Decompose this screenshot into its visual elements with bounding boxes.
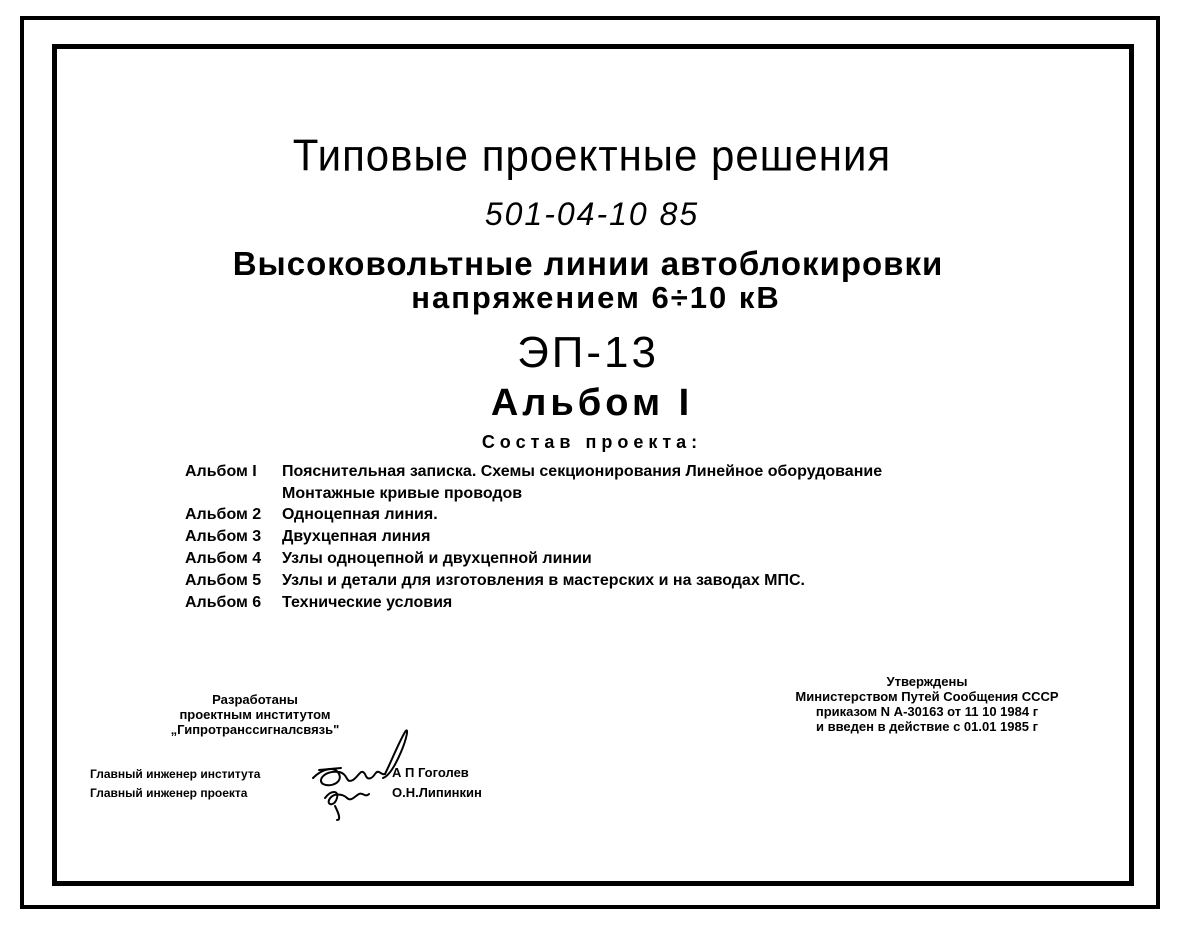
document-number: 501-04-10 85	[484, 196, 700, 232]
signatory-role: Главный инженер института	[90, 767, 261, 781]
album-description: Технические условия	[282, 594, 453, 611]
album-description: Монтажные кривые проводов	[282, 485, 523, 502]
signatory-name: А П Гоголев	[392, 765, 469, 780]
approval-line: Министерством Путей Сообщения СССР	[795, 689, 1059, 704]
album-number: Альбом I	[185, 463, 257, 480]
album-description: Узлы одноцепной и двухцепной линии	[282, 550, 592, 567]
approval-line: Утверждены	[886, 674, 968, 689]
signatory-role: Главный инженер проекта	[90, 786, 248, 800]
album-description: Двухцепная линия	[282, 528, 431, 545]
album-title: Альбом I	[490, 382, 694, 424]
approval-line: приказом N А-30163 от 11 10 1984 г	[815, 704, 1039, 719]
album-description: Пояснительная записка. Схемы секционирования Линейное оборудование	[282, 463, 883, 480]
album-number: Альбом 2	[185, 506, 262, 523]
album-number: Альбом 6	[185, 594, 262, 611]
developer-line: Разработаны	[212, 692, 298, 707]
album-number: Альбом 4	[185, 550, 262, 567]
approval-block	[758, 674, 1096, 734]
composition-heading: Состав проекта:	[481, 432, 703, 452]
developer-line: „Гипротранссигналсвязь"	[170, 722, 340, 737]
subject-line-2: напряжением 6÷10 кВ	[411, 280, 781, 315]
album-description: Одноцепная линия.	[282, 506, 438, 523]
signatory-name: О.Н.Липинкин	[392, 785, 482, 800]
album-number: Альбом 5	[185, 572, 262, 589]
document-title: Типовые проектные решения	[292, 130, 892, 181]
subject-line-1: Высоковольтные линии автоблокировки	[232, 245, 944, 282]
approval-line: и введен в действие с 01.01 1985 г	[815, 719, 1039, 734]
project-code: ЭП-13	[517, 328, 659, 377]
album-number: Альбом 3	[185, 528, 262, 545]
handwritten-signatures	[305, 728, 415, 823]
album-description: Узлы и детали для изготовления в мастерских и на заводах МПС.	[282, 572, 805, 589]
developer-line: проектным институтом	[179, 707, 331, 722]
